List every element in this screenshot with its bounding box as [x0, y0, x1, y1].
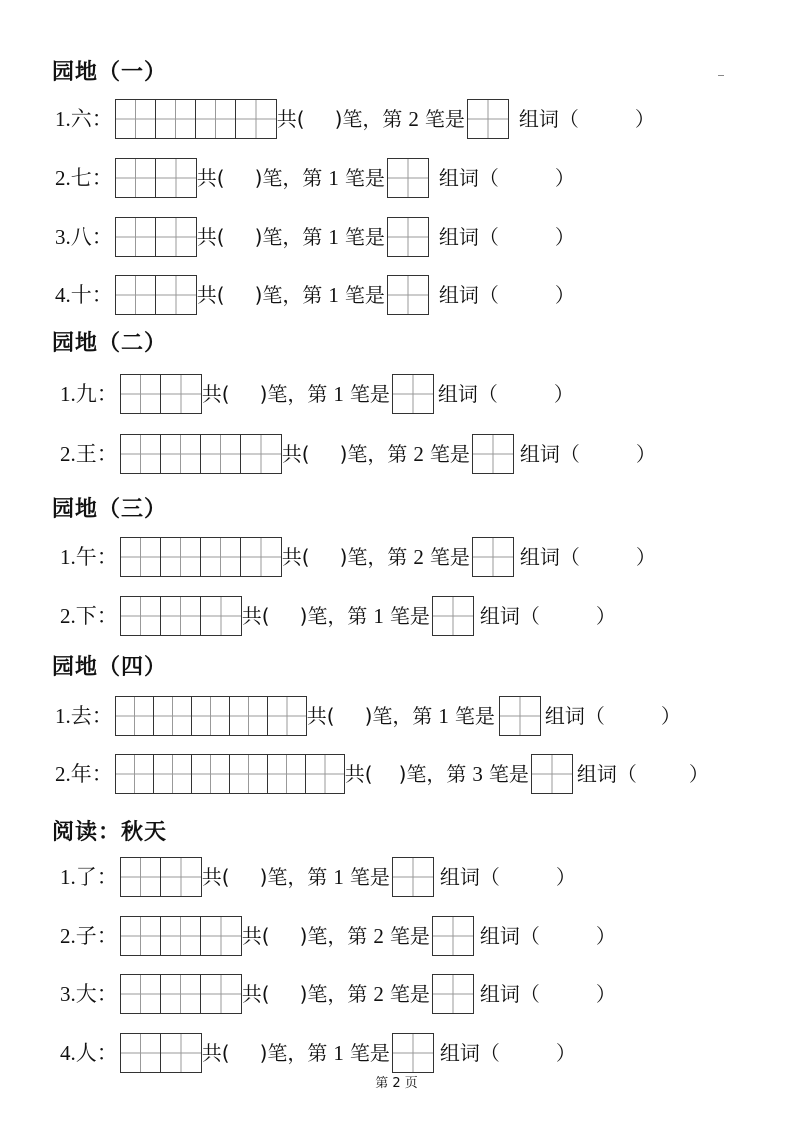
- stroke-box[interactable]: [432, 596, 474, 636]
- stroke-order-prefix: )笔，第: [299, 604, 368, 628]
- stroke-order-suffix: 笔是: [454, 704, 495, 728]
- stroke-index: 1: [328, 283, 339, 307]
- writing-grid[interactable]: [120, 857, 202, 897]
- stroke-box[interactable]: [392, 1033, 434, 1073]
- grid-cell[interactable]: [161, 1034, 201, 1072]
- exercise-row: [60, 915, 616, 957]
- writing-grid[interactable]: [120, 374, 202, 414]
- item-label: 3.大：: [60, 982, 118, 1006]
- stroke-count-prefix: 共(: [196, 166, 225, 190]
- stroke-count-prefix: 共(: [241, 604, 270, 628]
- stroke-order-prefix: )笔，第: [339, 545, 408, 569]
- item-label: 2.子：: [60, 924, 118, 948]
- stray-mark: [718, 72, 724, 76]
- word-close: ）: [688, 762, 709, 786]
- stroke-index: 2: [408, 107, 419, 131]
- grid-cell[interactable]: [121, 435, 161, 473]
- grid-cell[interactable]: [201, 597, 241, 635]
- stroke-box[interactable]: [531, 754, 573, 794]
- grid-cell[interactable]: [201, 435, 241, 473]
- grid-cell[interactable]: [121, 1034, 161, 1072]
- word-close: ）: [660, 704, 681, 728]
- stroke-order-suffix: 笔是: [429, 442, 470, 466]
- grid-cell[interactable]: [116, 100, 156, 138]
- writing-grid[interactable]: [120, 1033, 202, 1073]
- word-close: ）: [595, 982, 616, 1006]
- grid-cell[interactable]: [156, 218, 196, 256]
- item-label: 1.了：: [60, 865, 118, 889]
- writing-grid[interactable]: [115, 696, 307, 736]
- exercise-row: [60, 536, 656, 578]
- exercise-row: [60, 856, 576, 898]
- stroke-order-suffix: 笔是: [344, 283, 385, 307]
- grid-cell[interactable]: [121, 538, 161, 576]
- section-title: 园地（二）: [52, 331, 168, 356]
- stroke-order-suffix: 笔是: [344, 225, 385, 249]
- grid-cell[interactable]: [268, 697, 306, 735]
- grid-cell[interactable]: [156, 100, 196, 138]
- grid-cell[interactable]: [500, 697, 540, 735]
- exercise-row: [55, 216, 575, 258]
- stroke-count-prefix: 共(: [241, 982, 270, 1006]
- grid-cell[interactable]: [473, 435, 513, 473]
- stroke-order-suffix: 笔是: [349, 865, 390, 889]
- stroke-count-prefix: 共(: [281, 545, 310, 569]
- grid-cell[interactable]: [388, 159, 428, 197]
- word-close: ）: [554, 166, 575, 190]
- grid-cell[interactable]: [116, 276, 156, 314]
- word-prompt: 组词（: [479, 982, 540, 1006]
- writing-grid[interactable]: [120, 596, 242, 636]
- grid-cell[interactable]: [230, 697, 268, 735]
- grid-cell[interactable]: [116, 159, 156, 197]
- word-close: ）: [634, 107, 655, 131]
- grid-cell[interactable]: [268, 755, 306, 793]
- stroke-order-prefix: )笔，第: [339, 442, 408, 466]
- stroke-index: 2: [413, 545, 424, 569]
- word-prompt: 组词（: [519, 545, 580, 569]
- item-label: 1.九：: [60, 382, 118, 406]
- grid-cell[interactable]: [154, 755, 192, 793]
- grid-cell[interactable]: [433, 597, 473, 635]
- item-label: 2.王：: [60, 442, 118, 466]
- grid-cell[interactable]: [192, 697, 230, 735]
- stroke-count-prefix: 共(: [306, 704, 335, 728]
- word-close: ）: [554, 225, 575, 249]
- stroke-box[interactable]: [472, 537, 514, 577]
- grid-cell[interactable]: [156, 276, 196, 314]
- stroke-box[interactable]: [472, 434, 514, 474]
- writing-grid[interactable]: [115, 754, 345, 794]
- stroke-count-prefix: 共(: [276, 107, 305, 131]
- word-prompt: 组词（: [437, 382, 498, 406]
- word-prompt: 组词（: [479, 604, 540, 628]
- stroke-order-suffix: 笔是: [429, 545, 470, 569]
- exercise-row: [55, 98, 655, 140]
- stroke-count-prefix: 共(: [201, 865, 230, 889]
- stroke-index: 1: [438, 704, 449, 728]
- grid-cell[interactable]: [388, 276, 428, 314]
- item-label: 2.七：: [55, 166, 113, 190]
- word-close: ）: [555, 865, 576, 889]
- grid-cell[interactable]: [306, 755, 344, 793]
- stroke-box[interactable]: [432, 974, 474, 1014]
- stroke-box[interactable]: [432, 916, 474, 956]
- writing-grid[interactable]: [115, 99, 277, 139]
- word-prompt: 组词（: [438, 166, 499, 190]
- stroke-count-prefix: 共(: [201, 382, 230, 406]
- writing-grid[interactable]: [120, 434, 282, 474]
- grid-cell[interactable]: [196, 100, 236, 138]
- grid-cell[interactable]: [388, 218, 428, 256]
- grid-cell[interactable]: [161, 375, 201, 413]
- stroke-order-suffix: 笔是: [389, 924, 430, 948]
- stroke-order-prefix: )笔，第: [398, 762, 467, 786]
- stroke-order-prefix: )笔，第: [334, 107, 403, 131]
- word-prompt: 组词（: [479, 924, 540, 948]
- writing-grid[interactable]: [120, 537, 282, 577]
- stroke-order-prefix: )笔，第: [254, 283, 323, 307]
- stroke-order-prefix: )笔，第: [259, 865, 328, 889]
- writing-grid[interactable]: [115, 217, 197, 257]
- stroke-box[interactable]: [392, 857, 434, 897]
- word-close: ）: [555, 1041, 576, 1065]
- grid-cell[interactable]: [433, 917, 473, 955]
- grid-cell[interactable]: [121, 917, 161, 955]
- grid-cell[interactable]: [161, 538, 201, 576]
- grid-cell[interactable]: [161, 975, 201, 1013]
- stroke-box[interactable]: [392, 374, 434, 414]
- stroke-order-prefix: )笔，第: [259, 382, 328, 406]
- stroke-order-suffix: 笔是: [389, 982, 430, 1006]
- word-prompt: 组词（: [519, 442, 580, 466]
- stroke-count-prefix: 共(: [344, 762, 373, 786]
- grid-cell[interactable]: [473, 538, 513, 576]
- stroke-order-suffix: 笔是: [344, 166, 385, 190]
- word-prompt: 组词（: [439, 865, 500, 889]
- stroke-index: 1: [333, 382, 344, 406]
- section-title: 园地（三）: [52, 497, 168, 522]
- stroke-index: 3: [472, 762, 483, 786]
- stroke-index: 2: [373, 982, 384, 1006]
- stroke-order-suffix: 笔是: [488, 762, 529, 786]
- stroke-index: 1: [373, 604, 384, 628]
- grid-cell[interactable]: [230, 755, 268, 793]
- grid-cell[interactable]: [121, 375, 161, 413]
- grid-cell[interactable]: [532, 755, 572, 793]
- exercise-row: [55, 274, 575, 316]
- stroke-count-prefix: 共(: [201, 1041, 230, 1065]
- grid-cell[interactable]: [393, 858, 433, 896]
- grid-cell[interactable]: [121, 858, 161, 896]
- grid-cell[interactable]: [121, 597, 161, 635]
- stroke-box[interactable]: [499, 696, 541, 736]
- grid-cell[interactable]: [161, 435, 201, 473]
- exercise-row: [60, 433, 656, 475]
- grid-cell[interactable]: [192, 755, 230, 793]
- exercise-row: [60, 595, 616, 637]
- grid-cell[interactable]: [156, 159, 196, 197]
- grid-cell[interactable]: [201, 917, 241, 955]
- grid-cell[interactable]: [468, 100, 508, 138]
- stroke-index: 1: [333, 1041, 344, 1065]
- stroke-index: 1: [333, 865, 344, 889]
- word-close: ）: [635, 442, 656, 466]
- stroke-count-prefix: 共(: [196, 225, 225, 249]
- stroke-index: 2: [373, 924, 384, 948]
- exercise-row: [55, 695, 681, 737]
- stroke-box[interactable]: [387, 275, 429, 315]
- stroke-order-suffix: 笔是: [389, 604, 430, 628]
- writing-grid[interactable]: [115, 275, 197, 315]
- stroke-count-prefix: 共(: [281, 442, 310, 466]
- writing-grid[interactable]: [115, 158, 197, 198]
- word-close: ）: [553, 382, 574, 406]
- item-label: 1.午：: [60, 545, 118, 569]
- grid-cell[interactable]: [161, 597, 201, 635]
- word-prompt: 组词（: [439, 1041, 500, 1065]
- stroke-order-prefix: )笔，第: [364, 704, 433, 728]
- stroke-order-prefix: )笔，第: [259, 1041, 328, 1065]
- stroke-index: 1: [328, 225, 339, 249]
- grid-cell[interactable]: [121, 975, 161, 1013]
- item-label: 1.六：: [55, 107, 113, 131]
- grid-cell[interactable]: [201, 975, 241, 1013]
- stroke-index: 1: [328, 166, 339, 190]
- stroke-order-prefix: )笔，第: [254, 225, 323, 249]
- word-close: ）: [595, 604, 616, 628]
- stroke-order-suffix: 笔是: [349, 382, 390, 406]
- stroke-order-prefix: )笔，第: [299, 982, 368, 1006]
- grid-cell[interactable]: [393, 1034, 433, 1072]
- item-label: 2.年：: [55, 762, 113, 786]
- word-close: ）: [635, 545, 656, 569]
- grid-cell[interactable]: [154, 697, 192, 735]
- stroke-order-suffix: 笔是: [349, 1041, 390, 1065]
- writing-grid[interactable]: [120, 916, 242, 956]
- exercise-row: [60, 373, 574, 415]
- grid-cell[interactable]: [161, 858, 201, 896]
- section-title: 园地（四）: [52, 655, 168, 680]
- stroke-order-prefix: )笔，第: [254, 166, 323, 190]
- stroke-order-suffix: 笔是: [424, 107, 465, 131]
- item-label: 2.下：: [60, 604, 118, 628]
- word-prompt: 组词（: [544, 704, 605, 728]
- grid-cell[interactable]: [116, 218, 156, 256]
- item-label: 4.人：: [60, 1041, 118, 1065]
- stroke-box[interactable]: [467, 99, 509, 139]
- word-prompt: 组词（: [438, 225, 499, 249]
- grid-cell[interactable]: [116, 755, 154, 793]
- stroke-count-prefix: 共(: [241, 924, 270, 948]
- word-prompt: 组词（: [438, 283, 499, 307]
- grid-cell[interactable]: [236, 100, 276, 138]
- word-close: ）: [595, 924, 616, 948]
- section-title: 园地（一）: [52, 60, 168, 85]
- grid-cell[interactable]: [433, 975, 473, 1013]
- grid-cell[interactable]: [241, 538, 281, 576]
- grid-cell[interactable]: [116, 697, 154, 735]
- grid-cell[interactable]: [393, 375, 433, 413]
- grid-cell[interactable]: [201, 538, 241, 576]
- stroke-box[interactable]: [387, 217, 429, 257]
- item-label: 1.去：: [55, 704, 113, 728]
- stroke-index: 2: [413, 442, 424, 466]
- stroke-count-prefix: 共(: [196, 283, 225, 307]
- item-label: 3.八：: [55, 225, 113, 249]
- item-label: 4.十：: [55, 283, 113, 307]
- exercise-row: [55, 753, 709, 795]
- grid-cell[interactable]: [241, 435, 281, 473]
- exercise-row: [60, 973, 616, 1015]
- grid-cell[interactable]: [161, 917, 201, 955]
- page-number: 第 2 页: [375, 1076, 418, 1091]
- writing-grid[interactable]: [120, 974, 242, 1014]
- section-title: 阅读：秋天: [52, 820, 168, 845]
- word-prompt: 组词（: [576, 762, 637, 786]
- word-close: ）: [554, 283, 575, 307]
- exercise-row: [60, 1032, 576, 1074]
- stroke-box[interactable]: [387, 158, 429, 198]
- word-prompt: 组词（: [518, 107, 579, 131]
- stroke-order-prefix: )笔，第: [299, 924, 368, 948]
- exercise-row: [55, 157, 575, 199]
